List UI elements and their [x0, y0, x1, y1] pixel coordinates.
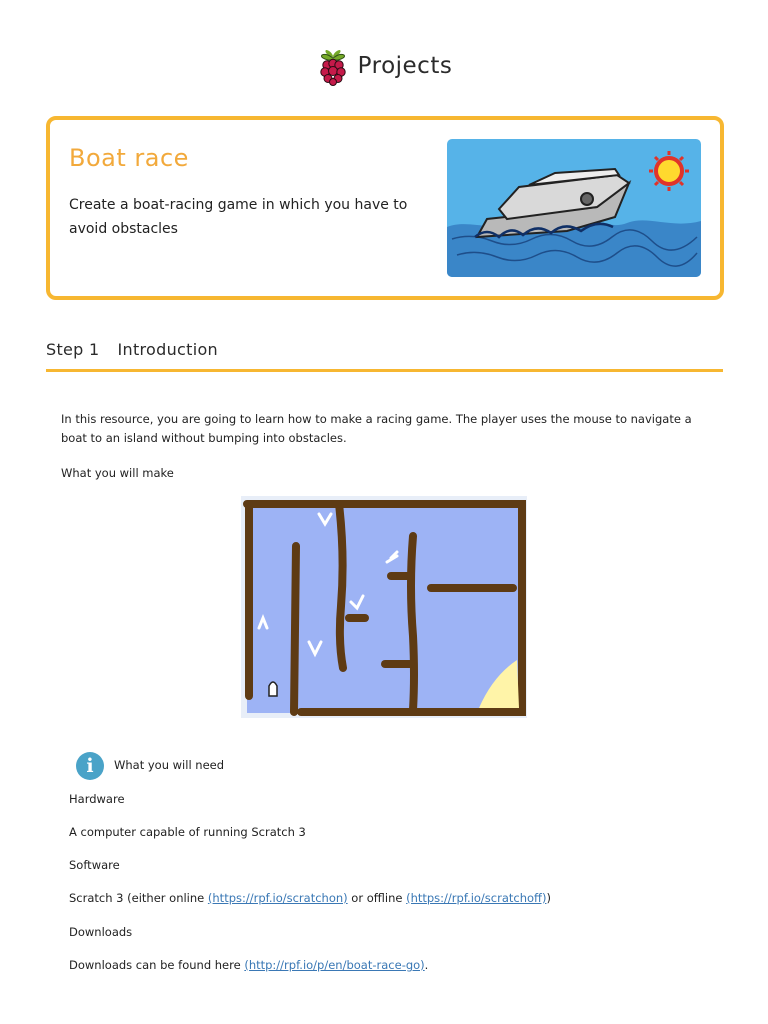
- boat-illustration: [447, 139, 701, 277]
- downloads-prefix: Downloads can be found here: [69, 958, 245, 972]
- downloads-link[interactable]: (http://rpf.io/p/en/boat-race-go): [244, 958, 425, 972]
- what-you-will-make-label: What you will make: [61, 466, 174, 480]
- intro-paragraph: In this resource, you are going to learn how to make a racing game. The player uses the mouse to navigate a boat to an island without bumping into obstacles.: [61, 412, 692, 445]
- project-title: Boat race: [69, 144, 189, 172]
- what-you-will-need-label: What you will need: [114, 758, 225, 772]
- downloads-suffix: .: [424, 958, 429, 972]
- software-middle: or offline: [347, 891, 407, 905]
- page-header: [0, 44, 768, 88]
- scratch-offline-link[interactable]: (https://rpf.io/scratchoff): [406, 891, 547, 905]
- software-suffix: ): [546, 891, 551, 905]
- downloads-label: Downloads: [69, 925, 133, 939]
- software-label: Software: [69, 858, 120, 872]
- software-text: [69, 891, 551, 905]
- site-title[interactable]: Projects: [357, 53, 453, 79]
- project-card: [46, 116, 724, 300]
- step-number: Step 1: [46, 340, 100, 359]
- step-heading: [46, 340, 218, 359]
- step-divider: [46, 369, 723, 372]
- hardware-label: Hardware: [69, 792, 125, 806]
- software-prefix: Scratch 3 (either online: [69, 891, 208, 905]
- game-preview-image: [241, 496, 527, 718]
- step-title: Introduction: [117, 340, 218, 359]
- info-icon: i: [76, 752, 104, 780]
- downloads-text: [69, 958, 428, 972]
- scratch-online-link[interactable]: (https://rpf.io/scratchon): [207, 891, 348, 905]
- raspberry-pi-logo-icon[interactable]: [316, 46, 350, 86]
- project-description: Create a boat-racing game in which you have to avoid obstacles: [69, 197, 408, 237]
- hardware-text: A computer capable of running Scratch 3: [69, 825, 306, 839]
